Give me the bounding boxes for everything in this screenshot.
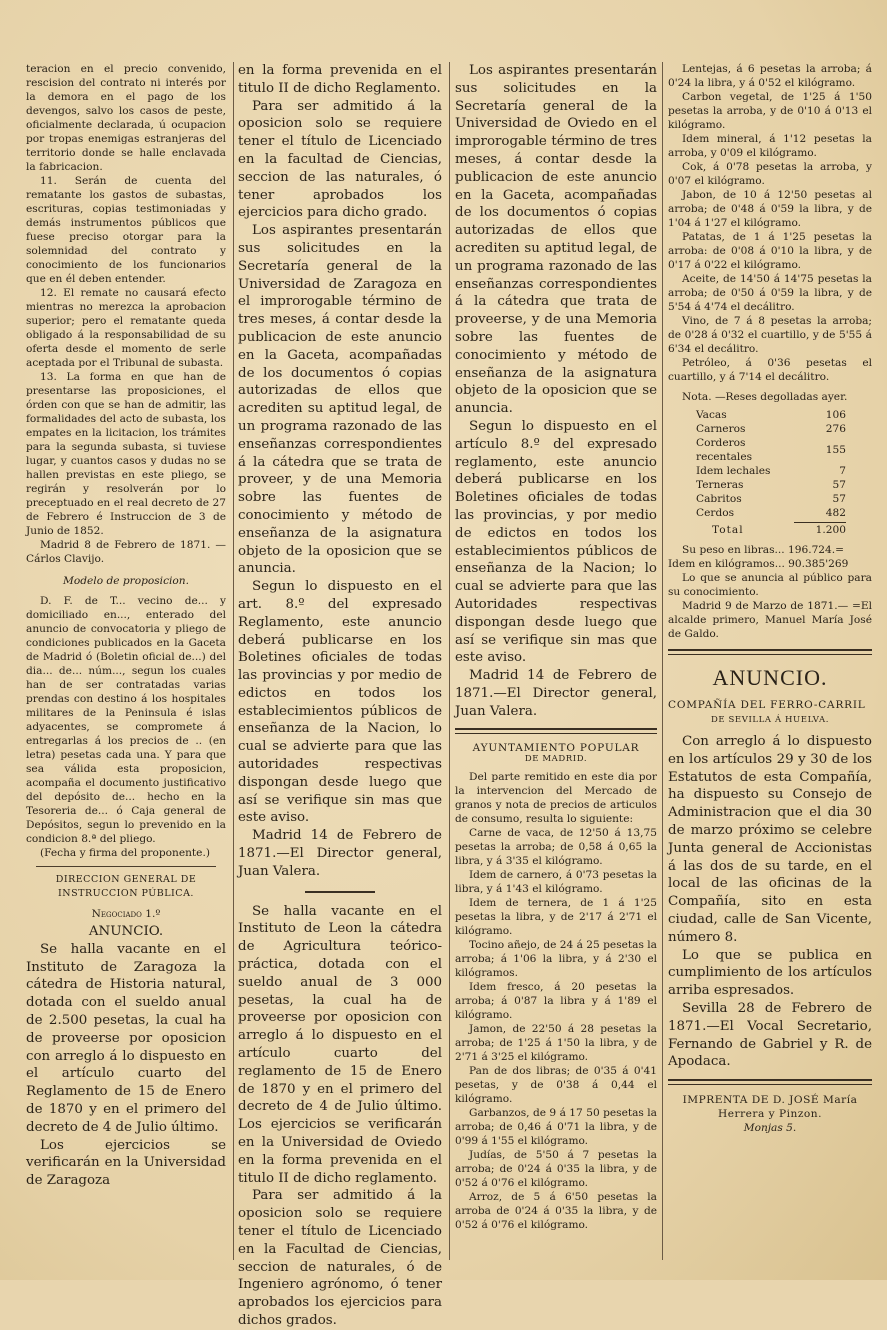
paragraph: Segun lo dispuesto en el artículo 8.º del expresado reglamento, este anuncio deberá publicarse en los Boletines oficiales de todas las provincias, y por medio de edictos en todos los establecimientos públicos de enseñanza de la Nacion; lo cual se advierte para que las Autoridades respectivas dispongan desde luego que así se verifique sin mas que este aviso. <box>455 418 657 666</box>
column-rule <box>662 62 663 1260</box>
column-3 <box>455 62 657 1270</box>
column-2 <box>238 62 442 1328</box>
table-row <box>696 422 846 436</box>
price-item: Petróleo, á 0'36 pesetas el cuartillo, y á 7'14 el decálitro. <box>668 357 872 383</box>
divider <box>668 1079 872 1085</box>
model-text: D. F. de T... vecino de... y domiciliado en..., enterado del anuncio de convocatoria y pliego de condiciones publicados en la Gaceta de Madrid ó (Boletin oficial de...) del dia... de... núm..., segun los cuales han de ser contratadas varias prendas con destino á los hospitales militares de la Peninsula é islas adyacentes, se compromete á entregarlas á los precios de .. (en letra) pesetas cada una. Y para que sea válida esta proposicion, acompaña el documento justificativo del depósito de... hecho en la Tesoreria de... ó Caja general de Depósitos, segun lo prevenido en la condicion 8.ª del pliego. <box>26 595 226 845</box>
price-item: Cok, á 0'78 pesetas la arroba, y 0'07 el kilógramo. <box>668 161 872 187</box>
table-row <box>696 408 846 422</box>
model-title: Modelo de proposicion. <box>63 575 189 587</box>
paragraph: Segun lo dispuesto en el art. 8.º del expresado Reglamento, este anuncio deberá publicarse en los Boletines oficiales de todas las provincias y por medio de edictos en todos los establecimientos públicos de enseñanza de la Nacion, lo cual se advierte para que las autoridades respectivas dispongan desde luego que así se verifique sin mas que este aviso. <box>238 579 442 826</box>
imprenta-address: Monjas 5. <box>743 1122 797 1135</box>
divider <box>36 866 216 867</box>
model-signature: (Fecha y firma del proponente.) <box>40 847 210 859</box>
reses-name: Terneras <box>696 479 744 491</box>
paragraph: Los aspirantes presentarán sus solicitudes en la Secretaría general de la Universidad de Oviedo en el improrogable término de tres meses, á contar desde la publicacion de este anuncio en la Gaceta, acompañadas de los documentos ó copias autorizadas de ellos que acrediten su aptitud legal, de un programa razonado de las enseñanzas correspondientes á la cátedra que trata de proveerse, y de una Memoria sobre las fuentes de conocimiento y método de enseñanza de la asignatura objeto de la oposicion que se anuncia. <box>455 63 657 417</box>
negociado: Negociado 1.º <box>91 908 161 920</box>
total-value: 1.200 <box>815 524 846 536</box>
reses-name: Carneros <box>696 423 746 435</box>
signature: Madrid 14 de Febrero de 1871.—El Director general, Juan Valera. <box>238 828 442 879</box>
table-row <box>696 478 846 492</box>
price-item: Judías, de 5'50 á 7 pesetas la arroba; de 0'24 á 0'35 la libra, y de 0'52 á 0'76 el kilógramo. <box>455 1149 657 1190</box>
price-item: Tocino añejo, de 24 á 25 pesetas la arroba; á 1'06 la libra, y á 2'30 el kilógramos. <box>455 939 657 980</box>
reses-name: Vacas <box>696 409 727 421</box>
table-row <box>696 436 846 464</box>
paragraph: en la forma prevenida en el titulo II de dicho Reglamento. <box>238 63 442 96</box>
paragraph: Se halla vacante en el Instituto de Zaragoza la cátedra de Historia natural, dotada con el sueldo anual de 2.500 pesetas, la cual ha de proveerse por oposicion con arreglo á lo dispuesto en el artículo cuarto del Reglamento de 15 de Enero de 1870 y en el primero del decreto de 4 de Julio último. <box>26 941 226 1135</box>
price-item: Arroz, de 5 á 6'50 pesetas la arroba de 0'24 á 0'35 la libra, y de 0'52 á 0'76 el kilógramo. <box>455 1191 657 1232</box>
reses-value: 155 <box>825 444 846 456</box>
paragraph: Para ser admitido á la oposicion solo se requiere tener el título de Licenciado en la facultad de Ciencias, seccion de las naturales, ó tener aprobados los ejercicios para dicho grado. <box>238 98 442 221</box>
company-title: COMPAÑÍA DEL FERRO-CARRIL <box>668 699 866 711</box>
reses-value: 57 <box>832 479 846 491</box>
table-row <box>696 464 846 478</box>
paragraph: Con arreglo á lo dispuesto en los artículos 29 y 30 de los Estatutos de esta Compañía, ha dispuesto su Consejo de Administracion que el dia 30 de marzo próximo se celebre Junta general de Accionistas á las dos de su tarde, en el local de las oficinas de la Compañía, sito en esta ciudad, calle de San Vicente, número 8. <box>668 734 872 945</box>
price-item: Lentejas, á 6 pesetas la arroba; á 0'24 la libra, y á 0'52 el kilógramo. <box>668 63 872 89</box>
reses-name: Corderos recentales <box>696 437 753 463</box>
section-title: DIRECCION GENERAL DE INSTRUCCION PÚBLICA. <box>55 874 197 899</box>
price-item: Pan de dos libras; de 0'35 á 0'41 pesetas, y de 0'38 á 0,44 el kilógramo. <box>455 1065 657 1106</box>
peso-libras: Su peso en libras... 196.724.= <box>682 544 845 556</box>
signature: Madrid 9 de Marzo de 1871.— =El alcalde primero, Manuel María José de Galdo. <box>668 600 872 640</box>
reses-table <box>696 408 846 537</box>
price-item: Carne de vaca, de 12'50 á 13,75 pesetas la arroba; de 0,58 á 0,65 la libra, y á 3'35 el kilógramo. <box>455 827 657 868</box>
paragraph: teracion en el precio convenido, rescision del contrato ni interés por la demora en el pago de los devengos, salvo los casos de peste, oficialmente declarada, ú ocupacion por tropas enemigas estranjeras del territorio donde se halle enclavada la fabricacion. <box>26 63 226 173</box>
table-row <box>696 506 846 520</box>
peso-kilos: Idem en kilógramos... 90.385'269 <box>668 558 849 570</box>
column-rule <box>233 62 234 1260</box>
paragraph: Se halla vacante en el Instituto de Leon la cátedra de Agricultura teórico-práctica, dotada con el sueldo anual de 3 000 pesetas, la cual ha de proveerse por oposicion con arreglo á lo dispuesto en el artículo cuarto del reglamento de 15 de Enero de 1870 y en el primero del decreto de 4 de Julio último. Los ejercicios se verificarán en la Universidad de Oviedo en la forma prevenida en el titulo II de dicho reglamento. <box>238 903 442 1186</box>
reses-value: 106 <box>825 409 846 421</box>
price-item: Idem fresco, á 20 pesetas la arroba; á 0'87 la libra y á 1'89 el kilógramo. <box>455 981 657 1022</box>
anuncio-heading: ANUNCIO. <box>712 665 828 690</box>
paragraph: Los ejercicios se verificarán en la Universidad de Zaragoza <box>26 1137 226 1189</box>
ayuntamiento-title: AYUNTAMIENTO POPULAR <box>472 742 640 755</box>
paragraph: 13. La forma en que han de presentarse las proposiciones, el órden con que se han de admitir, las formalidades del acto de subasta, los empates en la licitacion, los trámites para la segunda subasta, si tuviese lugar, y cuantos casos y dudas no se hallen previstas en este pliego, se regirán y resolverán por lo preceptuado en el real decreto de 27 de Febrero é Instruccion de 3 de Junio de 1852. <box>26 371 226 537</box>
anuncio-heading: ANUNCIO. <box>88 924 164 939</box>
divider <box>455 728 657 734</box>
separator <box>305 891 375 893</box>
price-item: Aceite, de 14'50 á 14'75 pesetas la arroba; de 0'50 á 0'59 la libra, y de 5'54 á 4'74 el decálitro. <box>668 273 872 313</box>
signature: Sevilla 28 de Febrero de 1871.—El Vocal Secretario, Fernando de Gabriel y R. de Apodaca. <box>668 1000 872 1070</box>
table-row <box>696 492 846 506</box>
paragraph: 11. Serán de cuenta del rematante los gastos de subastas, escrituras, copias testimoniadas y demás instrumentos públicos que fuese preciso otorgar para la solemnidad del contrato y conocimiento de los funcionarios que en él deben entender. <box>26 175 226 285</box>
reses-value: 482 <box>825 507 846 519</box>
nota: Nota. —Reses degolladas ayer. <box>682 391 848 403</box>
reses-value: 57 <box>832 493 846 505</box>
paragraph: Para ser admitido á la oposicion solo se requiere tener el título de Licenciado en la Facultad de Ciencias, seccion de naturales, ó de Ingeniero agrónomo, ó tener aprobados los ejercicios para dichos grados. <box>238 1188 442 1328</box>
reses-value: 7 <box>839 465 846 477</box>
total-label: Total <box>712 524 744 536</box>
imprenta: IMPRENTA DE D. JOSÉ María Herrera y Pinzon. <box>682 1094 858 1121</box>
reses-value: 276 <box>825 423 846 435</box>
column-4 <box>668 62 872 1270</box>
column-1 <box>26 62 226 1270</box>
price-item: Jamon, de 22'50 á 28 pesetas la arroba; de 1'25 á 1'50 la libra, y de 2'71 á 3'25 el kilógramo. <box>455 1023 657 1064</box>
reses-name: Cabritos <box>696 493 742 505</box>
price-item: Garbanzos, de 9 á 17 50 pesetas la arroba; de 0,46 á 0'71 la libra, y de 0'99 á 1'55 el kilógramo. <box>455 1107 657 1148</box>
paragraph: Los aspirantes presentarán sus solicitudes en la Secretaría general de la Universidad de Zaragoza en el improrogable término de tres meses, á contar desde la publicacion de este anuncio en la Gaceta, acompañadas de los documentos ó copias autorizadas de ellos que acrediten su aptitud legal, de un programa razonado de las enseñanzas correspondientes á la cátedra que se trata de proveer, y de una Memoria sobre las fuentes de conocimiento y método de enseñanza de la asignatura objeto de la oposicion que se anuncia. <box>238 223 442 577</box>
price-item: Jabon, de 10 á 12'50 pesetas al arroba; de 0'48 á 0'59 la libra, y de 1'04 á 1'27 el kilógramo. <box>668 189 872 229</box>
paragraph: Lo que se anuncia al público para su conocimiento. <box>668 572 872 598</box>
price-item: Idem mineral, á 1'12 pesetas la arroba, y 0'09 el kilógramo. <box>668 133 872 159</box>
price-item: Idem de ternera, de 1 á 1'25 pesetas la libra, y de 2'17 á 2'71 el kilógramo. <box>455 897 657 938</box>
reses-name: Idem lechales <box>696 465 771 477</box>
paragraph: Lo que se publica en cumplimiento de los artículos arriba espresados. <box>668 947 872 999</box>
price-item: Vino, de 7 á 8 pesetas la arroba; de 0'28 á 0'32 el cuartillo, y de 5'55 á 6'34 el decálitro. <box>668 315 872 355</box>
reses-name: Cerdos <box>696 507 735 519</box>
ayuntamiento-subtitle: DE MADRID. <box>524 754 588 765</box>
paragraph: Del parte remitido en este dia por la intervencion del Mercado de granos y nota de precios de articulos de consumo, resulta lo siguiente: <box>455 771 657 826</box>
price-item: Patatas, de 1 á 1'25 pesetas la arroba: de 0'08 á 0'10 la libra, y de 0'17 á 0'22 el kilógramo. <box>668 231 872 271</box>
divider <box>668 649 872 655</box>
price-item: Carbon vegetal, de 1'25 á 1'50 pesetas la arroba, y de 0'10 á 0'13 el kilógramo. <box>668 91 872 131</box>
company-subtitle: DE SEVILLA Á HUELVA. <box>710 715 830 725</box>
column-rule <box>449 62 450 1260</box>
paragraph: 12. El remate no causará efecto mientras no merezca la aprobacion superior; pero el rematante queda obligado á la responsabilidad de su oferta desde el momento de serle aceptada por el Tribunal de subasta. <box>26 287 226 369</box>
total-row <box>696 523 846 537</box>
price-item: Idem de carnero, á 0'73 pesetas la libra, y á 1'43 el kilógramo. <box>455 869 657 896</box>
signature: Madrid 8 de Febrero de 1871. —Cárlos Clavijo. <box>26 539 226 565</box>
signature: Madrid 14 de Febrero de 1871.—El Director general, Juan Valera. <box>455 668 657 719</box>
